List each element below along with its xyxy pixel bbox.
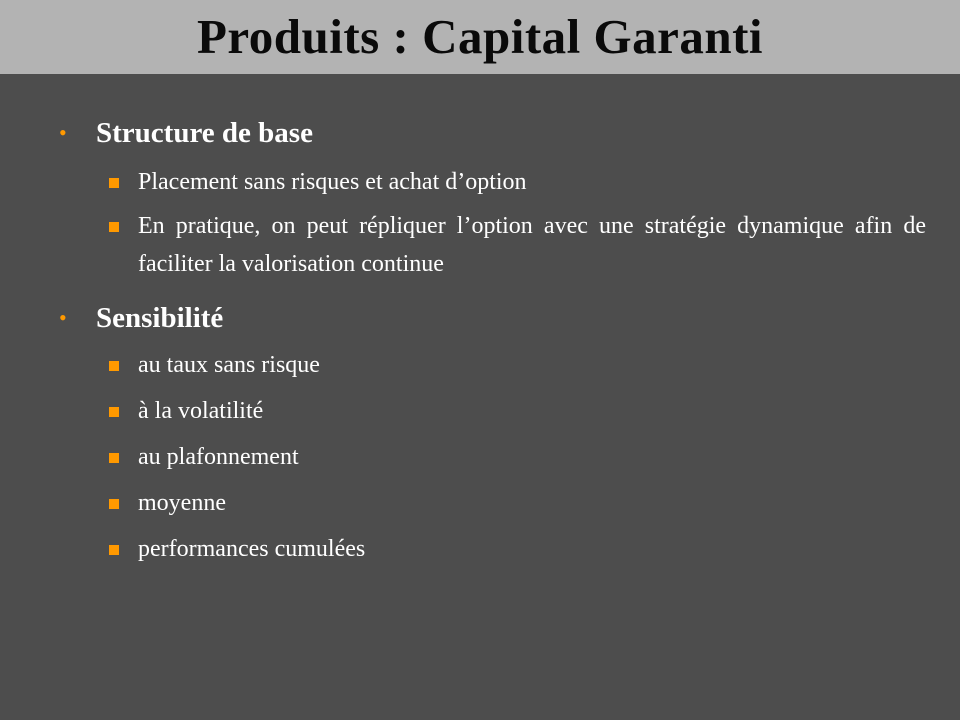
square-bullet-icon — [109, 222, 119, 232]
square-bullet-icon — [109, 545, 119, 555]
section-heading: Sensibilité — [96, 302, 224, 334]
square-bullet-icon — [109, 499, 119, 509]
list-item: au taux sans risque — [138, 352, 320, 378]
list-item: moyenne — [138, 490, 226, 516]
bullet-dot-icon: • — [59, 305, 67, 330]
list-item: à la volatilité — [138, 398, 264, 424]
list-item: En pratique, on peut répliquer l’option avec une stratégie dynamique afin de faciliter la valorisation continue — [138, 213, 926, 277]
square-bullet-icon — [109, 407, 119, 417]
list-item: au plafonnement — [138, 444, 299, 470]
list-item: Placement sans risques et achat d’option — [138, 169, 527, 195]
square-bullet-icon — [109, 453, 119, 463]
square-bullet-icon — [109, 361, 119, 371]
bullet-dot-icon: • — [59, 120, 67, 145]
slide-title: Produits : Capital Garanti — [196, 9, 764, 64]
section-heading: Structure de base — [96, 117, 313, 149]
square-bullet-icon — [109, 178, 119, 188]
list-item: performances cumulées — [138, 536, 366, 562]
